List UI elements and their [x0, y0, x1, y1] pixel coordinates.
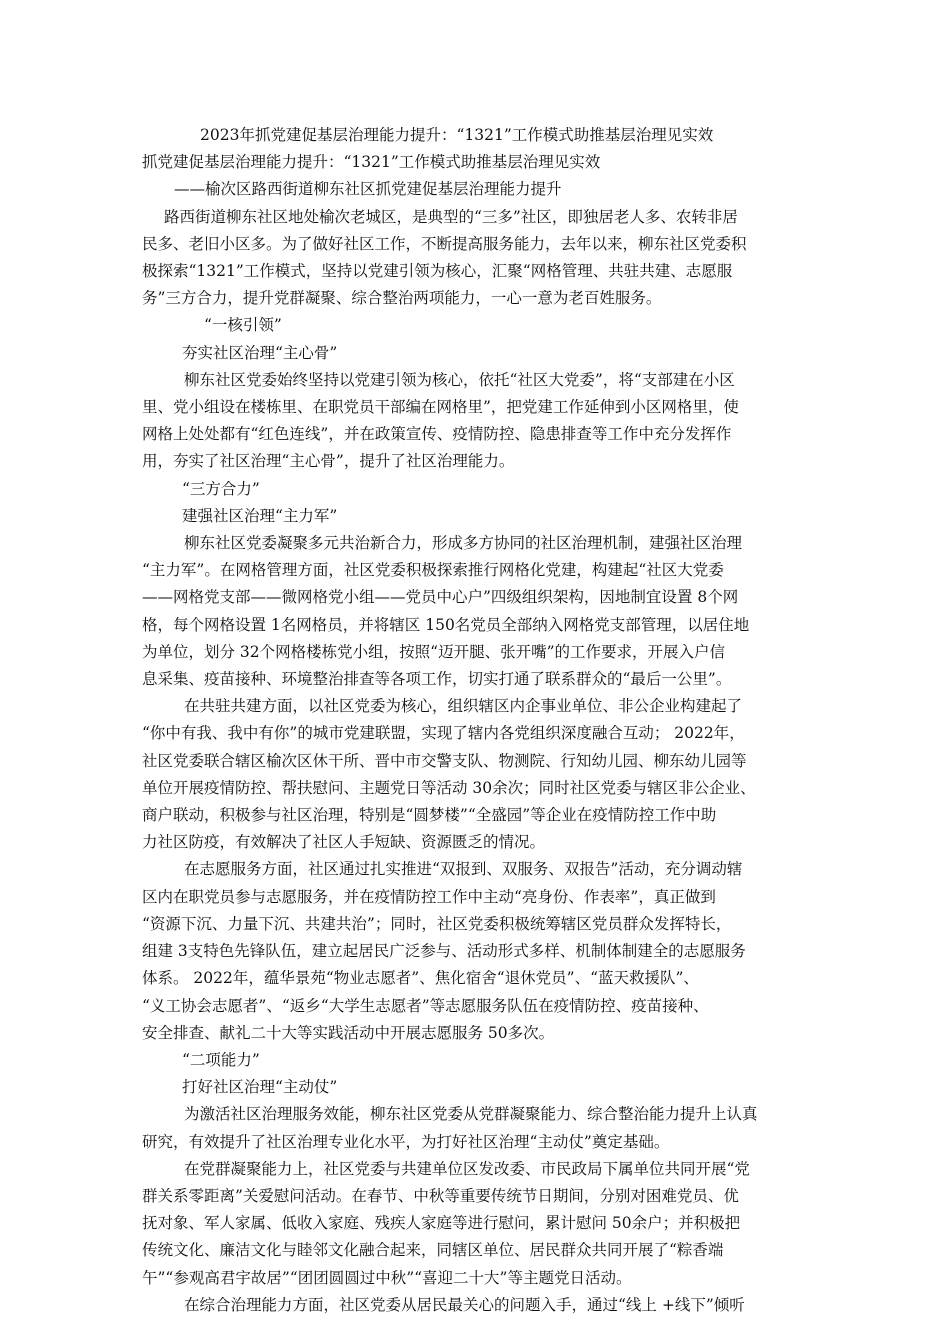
- paragraph-line: “主力军”。在网格管理方面，社区党委积极探索推行网格化党建，构建起“社区大党委: [142, 561, 724, 580]
- section-3-paragraph-3: [142, 1292, 814, 1319]
- paragraph-line: 安全排查、献礼二十大等实践活动中开展志愿服务 50多次。: [142, 1023, 555, 1042]
- paragraph-line: 格，每个网格设置 1名网格员，并将辖区 150名党员全部纳入网格党支部管理，以居住地: [142, 615, 750, 634]
- paragraph-line: 务”三方合力，提升党群凝聚、综合整治两项能力，一心一意为老百姓服务。: [142, 289, 662, 308]
- paragraph-line: 力社区防疫，有效解决了社区人手短缺、资源匮乏的情况。: [142, 833, 546, 852]
- section-subheading-2: 建强社区治理“主力军”: [182, 506, 338, 525]
- paragraph-line: 体系。 2022年，蕴华景苑“物业志愿者”、焦化宿舍“退休党员”、“蓝天救援队”、: [142, 969, 699, 988]
- paragraph-line: “你中有我、我中有你”的城市党建联盟，实现了辖内各党组织深度融合互动； 2022年，: [142, 724, 745, 743]
- section-heading-2: “三方合力”: [182, 479, 260, 498]
- paragraph-line: 息采集、疫苗接种、环境整治排查等各项工作，切实打通了联系群众的“最后一公里”。: [142, 670, 732, 689]
- paragraph-line: 单位开展疫情防控、帮扶慰问、主题党日等活动 30余次；同时社区党委与辖区非公企业、: [142, 778, 756, 797]
- intro-paragraph: [142, 204, 814, 313]
- paragraph-line: 在共驻共建方面，以社区党委为核心，组织辖区内企事业单位、非公企业构建起了: [184, 697, 743, 716]
- paragraph-line: 路西街道柳东社区地处榆次老城区，是典型的“三多”社区，即独居老人多、农转非居: [164, 207, 738, 226]
- paragraph-line: 里、党小组设在楼栋里、在职党员干部编在网格里”，把党建工作延伸到小区网格里，使: [142, 398, 739, 417]
- paragraph-line: 在党群凝聚能力上，社区党委与共建单位区发改委、市民政局下属单位共同开展“党: [184, 1159, 750, 1178]
- document-title: 2023年抓党建促基层治理能力提升：“1321”工作模式助推基层治理见实效: [200, 126, 714, 144]
- paragraph-line: 社区党委联合辖区榆次区休干所、晋中市交警支队、物测院、行知幼儿园、柳东幼儿园等: [142, 751, 747, 770]
- paragraph-line: 用，夯实了社区治理“主心骨”，提升了社区治理能力。: [142, 452, 515, 471]
- section-heading-3: “二项能力”: [182, 1050, 260, 1069]
- paragraph-line: 研究，有效提升了社区治理专业化水平，为打好社区治理“主动仗”奠定基础。: [142, 1132, 670, 1151]
- section-2-paragraph-2: [142, 693, 814, 856]
- document-subtitle: 抓党建促基层治理能力提升：“1321”工作模式助推基层治理见实效: [142, 153, 601, 172]
- section-1-paragraph: [142, 367, 814, 476]
- section-heading-1: “一核引领”: [204, 316, 282, 335]
- paragraph-line: 为激活社区治理服务效能，柳东社区党委从党群凝聚能力、综合整治能力提升上认真: [184, 1105, 758, 1124]
- paragraph-line: 群关系零距离”关爱慰问活动。在春节、中秋等重要传统节日期间，分别对困难党员、优: [142, 1186, 739, 1205]
- paragraph-line: 网格上处处都有“红色连线”，并在政策宣传、疫情防控、隐患排查等工作中充分发挥作: [142, 425, 732, 444]
- paragraph-line: 极探索“1321”工作模式，坚持以党建引领为核心，汇聚“网格管理、共驻共建、志愿服: [142, 262, 733, 281]
- paragraph-line: “义工协会志愿者”、“返乡“大学生志愿者”等志愿服务队伍在疫情防控、疫苗接种、: [142, 996, 709, 1015]
- paragraph-line: 午”“参观高君宇故居”“团团圆圆过中秋”“喜迎二十大”等主题党日活动。: [142, 1268, 632, 1287]
- paragraph-line: 区内在职党员参与志愿服务，并在疫情防控工作中主动“亮身份、作表率”，真正做到: [142, 887, 716, 906]
- paragraph-line: “资源下沉、力量下沉、共建共治”；同时，社区党委积极统筹辖区党员群众发挥特长，: [142, 914, 732, 933]
- paragraph-line: 民多、老旧小区多。为了做好社区工作，不断提高服务能力，去年以来，柳东社区党委积: [142, 234, 747, 253]
- paragraph-line: 传统文化、廉洁文化与睦邻文化融合起来，同辖区单位、居民群众共同开展了“粽香端: [142, 1241, 724, 1260]
- paragraph-line: 柳东社区党委凝聚多元共治新合力，形成多方协同的社区治理机制，建强社区治理: [184, 534, 743, 553]
- paragraph-line: 商户联动，积极参与社区治理，特别是“圆梦楼”“全盛园”等企业在疫情防控工作中助: [142, 806, 717, 825]
- paragraph-line: 抚对象、军人家属、低收入家庭、残疾人家庭等进行慰问，累计慰问 50余户；并积极把: [142, 1214, 741, 1233]
- section-subheading-3: 打好社区治理“主动仗”: [182, 1078, 338, 1097]
- paragraph-line: 柳东社区党委始终坚持以党建引领为核心，依托“社区大党委”，将“支部建在小区: [184, 370, 735, 389]
- section-3-paragraph-2: [142, 1156, 814, 1292]
- section-3-paragraph-1: [142, 1101, 814, 1155]
- section-subheading-1: 夯实社区治理“主心骨”: [182, 343, 338, 362]
- document-body: [142, 122, 814, 1319]
- paragraph-line: 为单位，划分 32个网格楼栋党小组，按照“迈开腿、张开嘴”的工作要求，开展入户信: [142, 642, 726, 661]
- document-byline: ——榆次区路西街道柳东社区抓党建促基层治理能力提升: [174, 180, 562, 199]
- paragraph-line: ——网格党支部——微网格党小组——党员中心户”四级组织架构，因地制宜设置 8个网: [142, 588, 739, 607]
- section-2-paragraph-1: [142, 530, 814, 693]
- paragraph-line: 组建 3支特色先锋队伍，建立起居民广泛参与、活动形式多样、机制体制建全的志愿服务: [142, 942, 746, 961]
- section-2-paragraph-3: [142, 856, 814, 1046]
- paragraph-line: 在综合治理能力方面，社区党委从居民最关心的问题入手，通过“线上 +线下”倾听: [184, 1295, 745, 1314]
- paragraph-line: 在志愿服务方面，社区通过扎实推进“双报到、双服务、双报告”活动，充分调动辖: [184, 860, 743, 879]
